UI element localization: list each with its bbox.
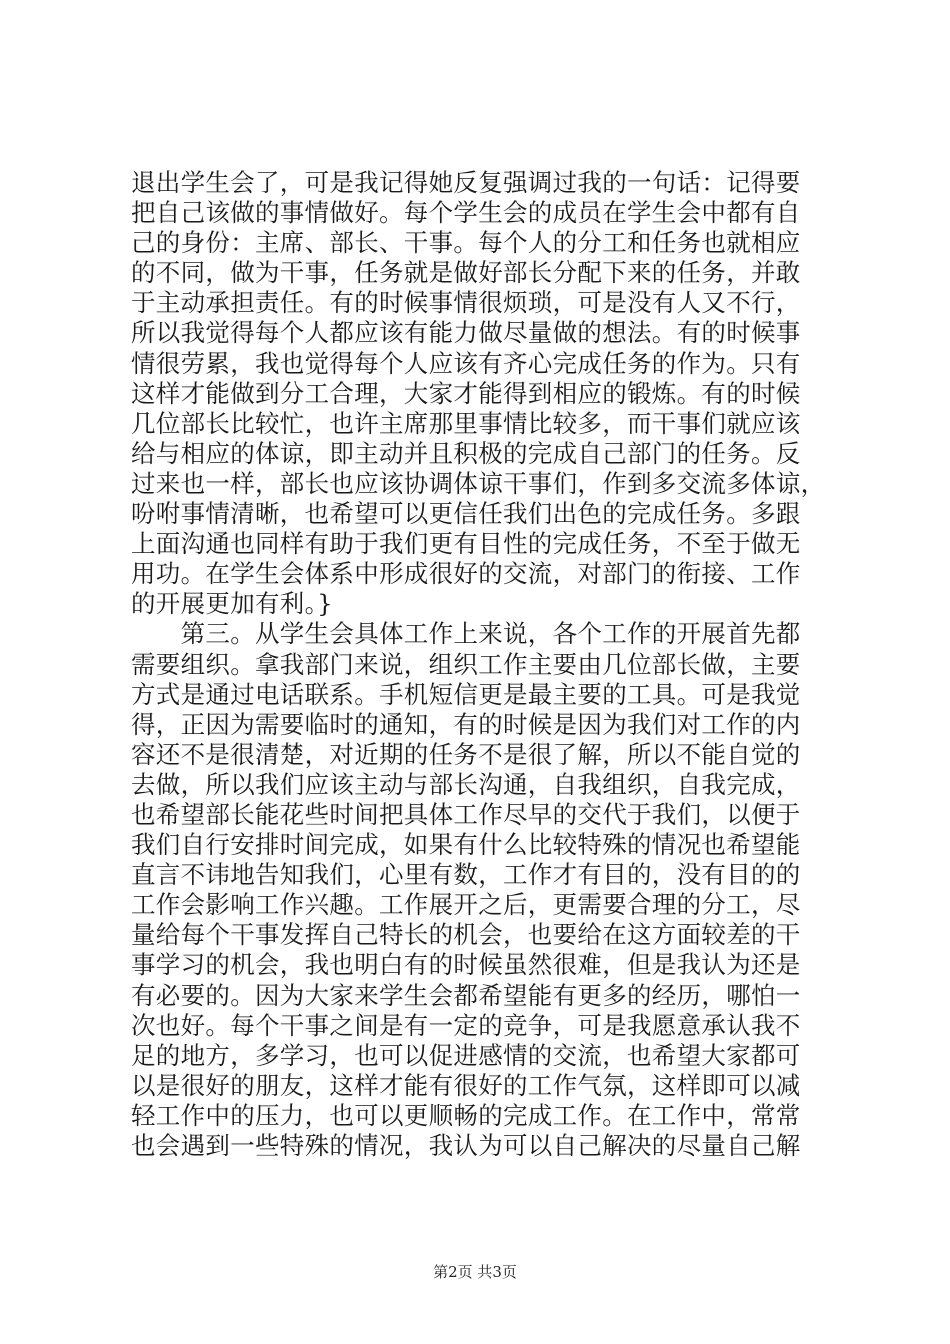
text-line: 方式是通过电话联系。手机短信更是最主要的工具。可是我觉 (131, 679, 801, 709)
text-line: 退出学生会了，可是我记得她反复强调过我的一句话：记得要 (131, 168, 801, 197)
text-line: 以是很好的朋友，这样才能有很好的工作气氛，这样即可以减 (131, 1070, 801, 1100)
text-line: 事学习的机会，我也明白有的时候虽然很难，但是我认为还是 (131, 950, 801, 980)
text-line: 也希望部长能花些时间把具体工作尽早的交代于我们，以便于 (131, 799, 801, 829)
text-line: 容还不是很清楚，对近期的任务不是很了解，所以不能自觉的 (131, 739, 801, 769)
page-number-footer: 第2页 共3页 (433, 1263, 517, 1281)
text-line: 给与相应的体谅，即主动并且积极的完成自己部门的任务。反 (131, 438, 801, 468)
text-line: 的不同，做为干事，任务就是做好部长分配下来的任务，并敢 (131, 258, 801, 288)
text-line: 需要组织。拿我部门来说，组织工作主要由几位部长做，主要 (131, 649, 801, 679)
text-line: 几位部长比较忙，也许主席那里事情比较多，而干事们就应该 (131, 408, 801, 438)
text-line: 量给每个干事发挥自己特长的机会，也要给在这方面较差的干 (131, 920, 801, 950)
text-line: 于主动承担责任。有的时候事情很烦琐，可是没有人又不行， (131, 288, 801, 318)
text-line: 直言不讳地告知我们，心里有数，工作才有目的，没有目的的 (131, 860, 801, 890)
text-line: 的开展更加有利。} (131, 589, 334, 619)
text-line: 足的地方，多学习，也可以促进感情的交流，也希望大家都可 (131, 1040, 801, 1070)
text-line: 有必要的。因为大家来学生会都希望能有更多的经历，哪怕一 (131, 980, 801, 1010)
text-line: 轻工作中的压力，也可以更顺畅的完成工作。在工作中，常常 (131, 1100, 801, 1130)
text-line: 我们自行安排时间完成，如果有什么比较特殊的情况也希望能 (131, 830, 801, 860)
text-line: 所以我觉得每个人都应该有能力做尽量做的想法。有的时候事 (131, 318, 801, 348)
text-line: 过来也一样，部长也应该协调体谅干事们，作到多交流多体谅， (131, 468, 826, 498)
text-line: 工作会影响工作兴趣。工作展开之后，更需要合理的分工，尽 (131, 890, 801, 920)
text-line: 吩咐事情清晰，也希望可以更信任我们出色的完成任务。多跟 (131, 499, 801, 529)
text-line: 去做，所以我们应该主动与部长沟通，自我组织，自我完成， (131, 769, 801, 799)
text-line: 次也好。每个干事之间是有一定的竞争，可是我愿意承认我不 (131, 1010, 801, 1040)
text-line: 这样才能做到分工合理，大家才能得到相应的锻炼。有的时候 (131, 378, 801, 408)
body-text (131, 168, 831, 1161)
paragraph-start-line: 第三。从学生会具体工作上来说，各个工作的开展首先都 (131, 619, 801, 649)
text-line: 把自己该做的事情做好。每个学生会的成员在学生会中都有自 (131, 198, 801, 228)
text-line: 用功。在学生会体系中形成很好的交流，对部门的衔接、工作 (131, 559, 801, 589)
text-line: 也会遇到一些特殊的情况，我认为可以自己解决的尽量自己解 (131, 1131, 801, 1160)
text-line: 得，正因为需要临时的通知，有的时候是因为我们对工作的内 (131, 709, 801, 739)
text-line: 己的身份：主席、部长、干事。每个人的分工和任务也就相应 (131, 228, 801, 258)
text-line: 上面沟通也同样有助于我们更有目性的完成任务，不至于做无 (131, 529, 801, 559)
text-line: 情很劳累，我也觉得每个人应该有齐心完成任务的作为。只有 (131, 348, 801, 378)
